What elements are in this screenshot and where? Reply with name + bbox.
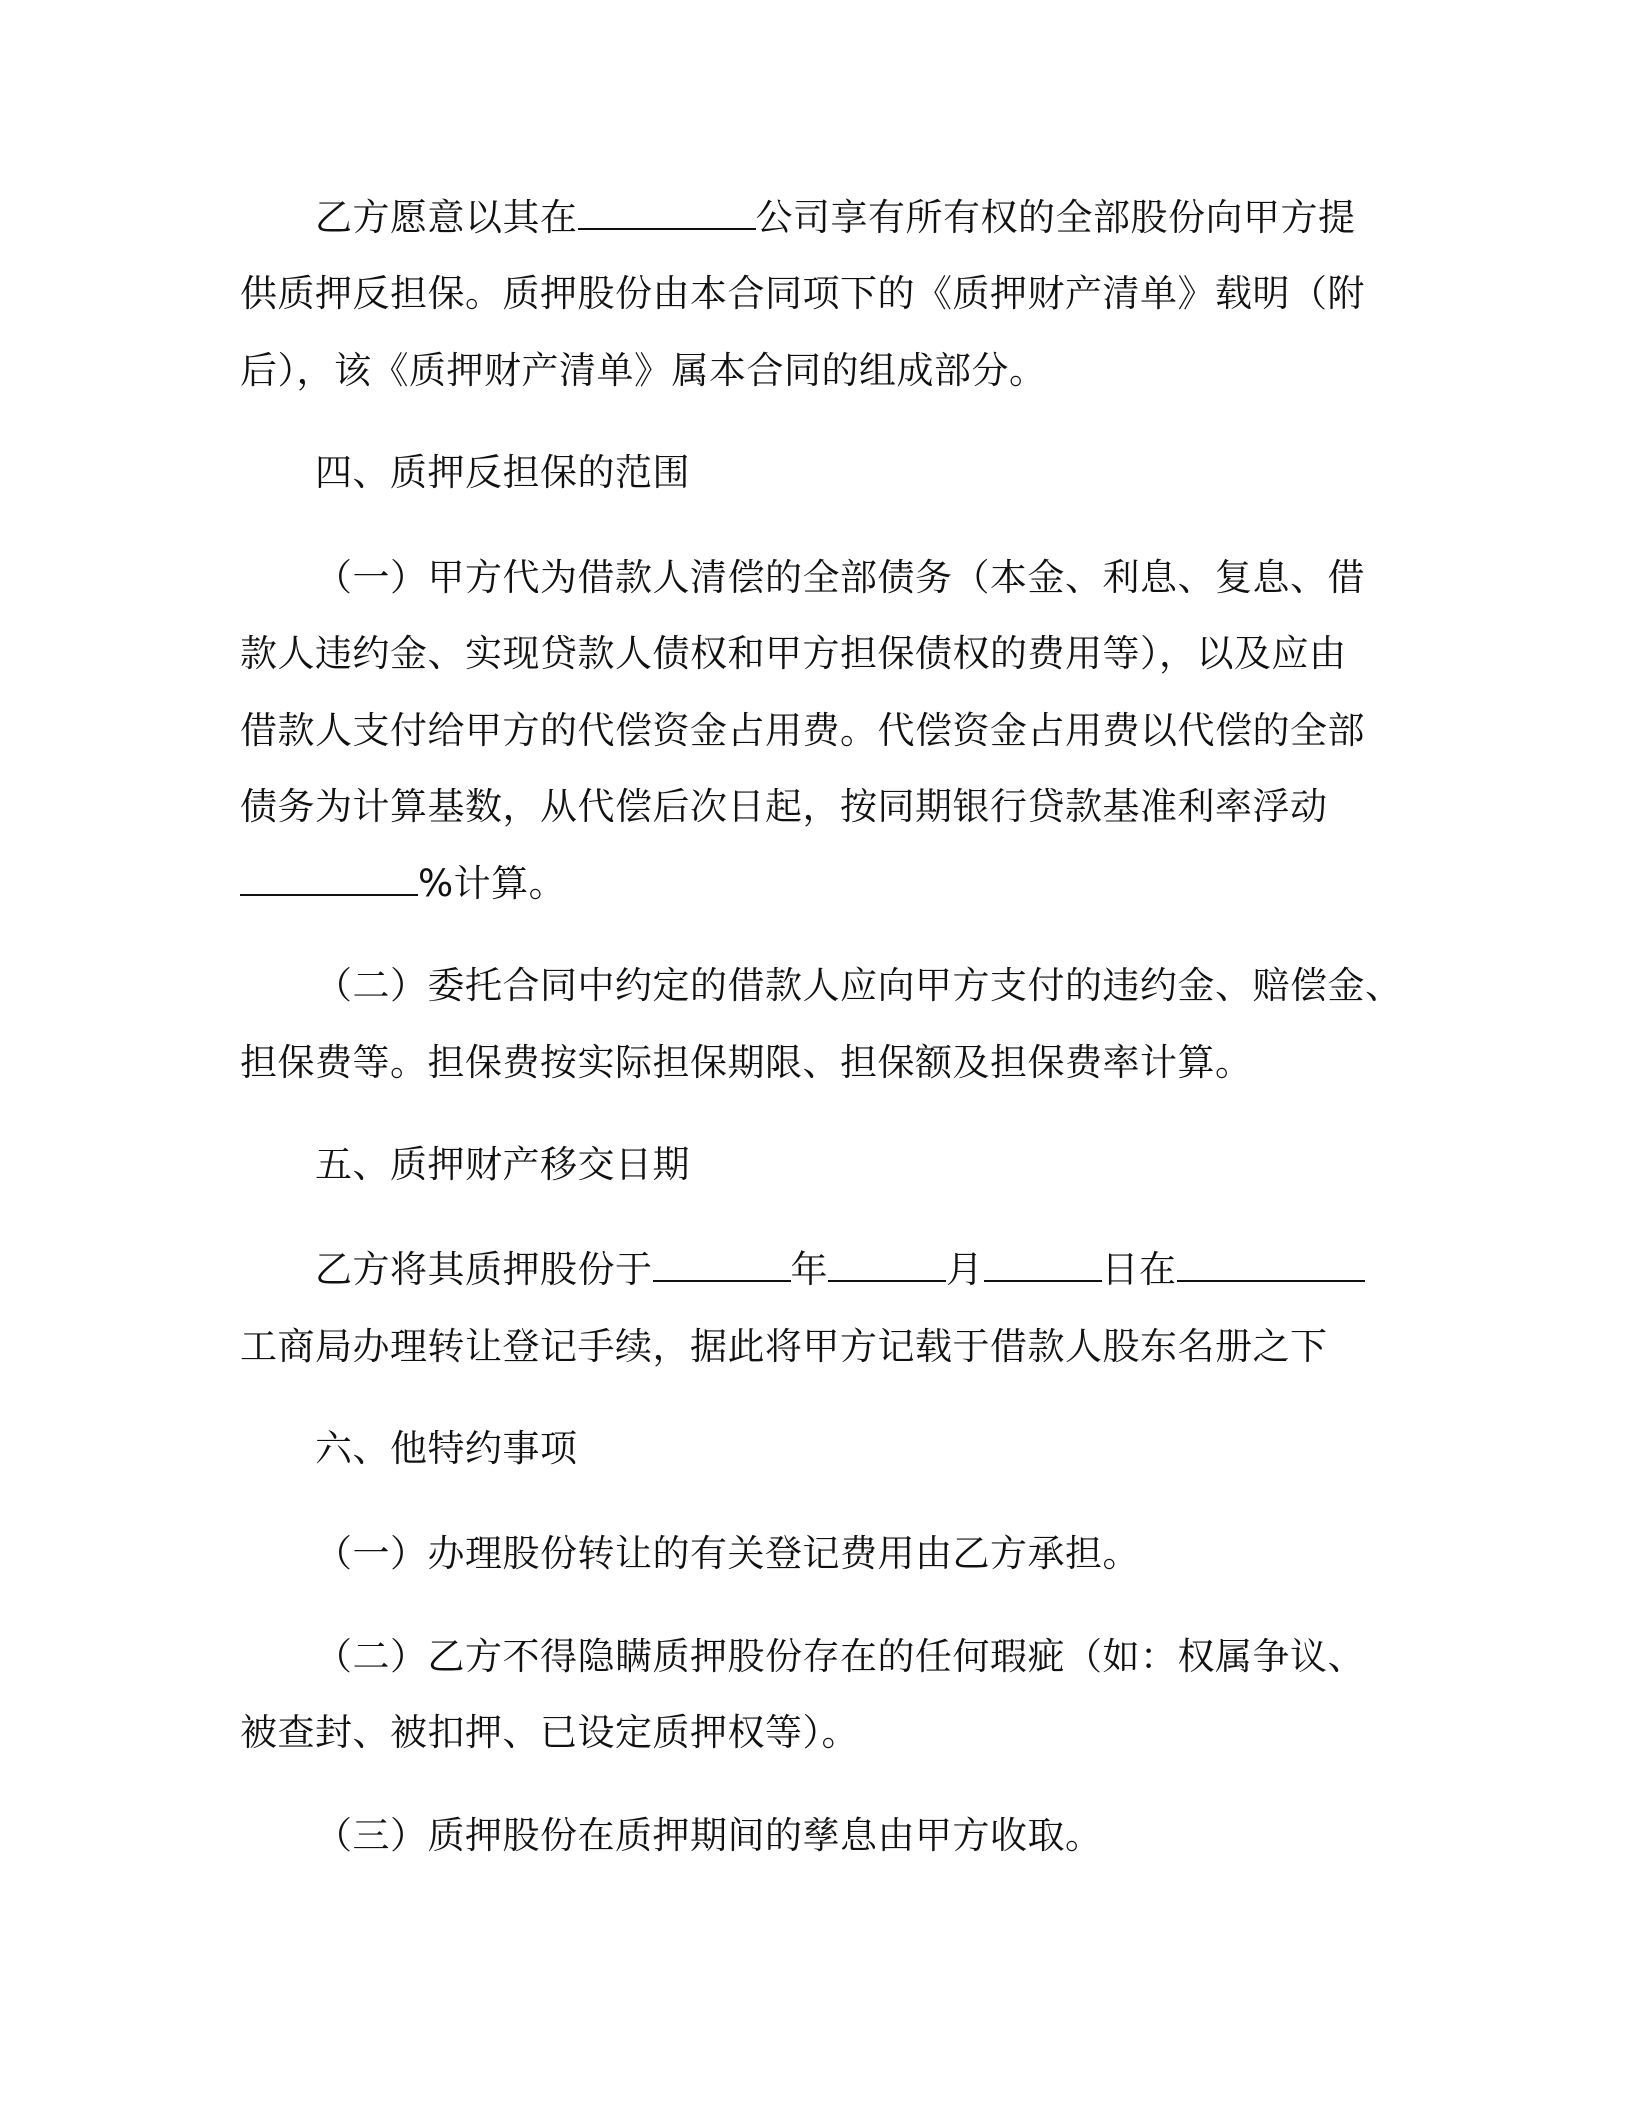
- paragraph-line: [315, 194, 1495, 242]
- paragraph-line: 担保费等。担保费按实际担保期限、担保额及担保费率计算。: [240, 1041, 1253, 1084]
- paragraph-line: 后），该《质押财产清单》属本合同的组成部分。: [240, 349, 1047, 392]
- blank-year[interactable]: [653, 1246, 791, 1282]
- paragraph-line: 债务为计算基数，从代偿后次日起，按同期银行贷款基准利率浮动: [240, 785, 1328, 828]
- section-heading: 五、质押财产移交日期: [315, 1143, 690, 1186]
- paragraph-line: 被查封、被扣押、已设定质押权等）。: [240, 1711, 859, 1754]
- blank-month[interactable]: [828, 1246, 946, 1282]
- paragraph-line: （二）委托合同中约定的借款人应向甲方支付的违约金、赔偿金、: [315, 964, 1403, 1007]
- text-segment: %计算。: [418, 862, 567, 905]
- text-segment: 年: [790, 1248, 828, 1291]
- section-heading: 四、质押反担保的范围: [315, 451, 690, 494]
- paragraph-line: 借款人支付给甲方的代偿资金占用费。代偿资金占用费以代偿的全部: [240, 709, 1365, 752]
- section-heading: 六、他特约事项: [315, 1427, 578, 1470]
- paragraph-line: （一）办理股份转让的有关登记费用由乙方承担。: [315, 1532, 1140, 1575]
- text-segment: 乙方愿意以其在: [315, 196, 578, 239]
- text-segment: 日在: [1101, 1248, 1177, 1291]
- blank-company-name[interactable]: [578, 194, 756, 230]
- paragraph-line: （二）乙方不得隐瞒质押股份存在的任何瑕疵（如：权属争议、: [315, 1635, 1365, 1678]
- paragraph-line: （一）甲方代为借款人清偿的全部债务（本金、利息、复息、借: [315, 556, 1365, 599]
- text-segment: 月: [946, 1248, 984, 1291]
- paragraph-line: 供质押反担保。质押股份由本合同项下的《质押财产清单》载明（附: [240, 272, 1365, 315]
- paragraph-line: 款人违约金、实现贷款人债权和甲方担保债权的费用等），以及应由: [240, 632, 1347, 675]
- text-segment: 乙方将其质押股份于: [315, 1248, 653, 1291]
- blank-rate-percent[interactable]: [240, 860, 418, 896]
- paragraph-line: [240, 860, 1420, 908]
- text-segment: 公司享有所有权的全部股份向甲方提: [755, 196, 1356, 239]
- paragraph-line: （三）质押股份在质押期间的孳息由甲方收取。: [315, 1814, 1103, 1857]
- blank-registry-office[interactable]: [1177, 1246, 1365, 1282]
- paragraph-line: [315, 1246, 1495, 1294]
- paragraph-line: 工商局办理转让登记手续，据此将甲方记载于借款人股东名册之下: [240, 1325, 1328, 1368]
- blank-day[interactable]: [984, 1246, 1102, 1282]
